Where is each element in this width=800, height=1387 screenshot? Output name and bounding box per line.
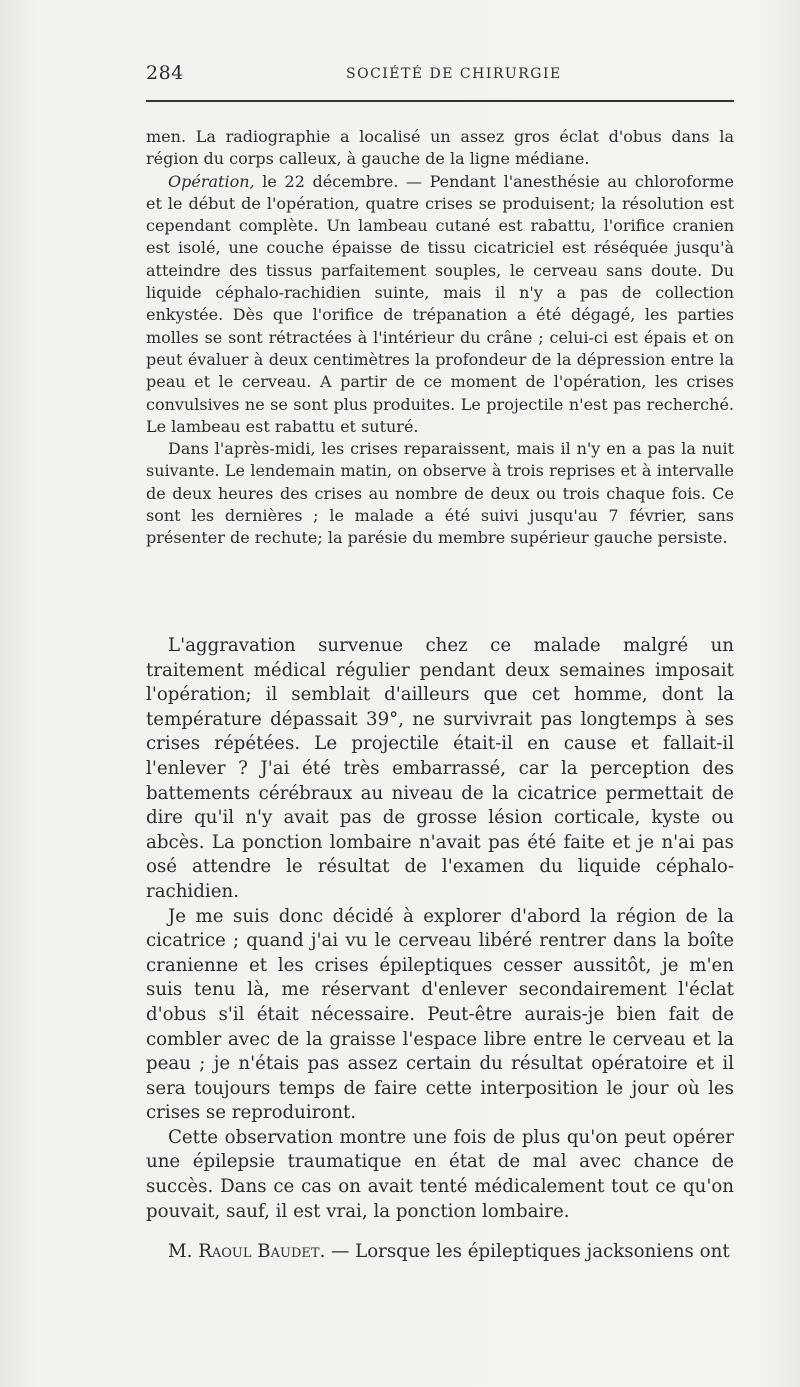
page-number: 284 (146, 62, 184, 84)
observation-paragraph-3: Dans l'après-midi, les crises reparaissent, mais il n'y en a pas la nuit suivante. Le lendemain matin, on observe à trois reprises et à intervalle de deux heures des crises au nombre de deux ou trois chaque fois. Ce sont les dernières ; le malade a été suivi jusqu'au 7 février, sans présenter de rechute; la parésie du membre supérieur gauche persiste. (146, 439, 734, 548)
header-rule (146, 100, 734, 102)
speaker-text: — Lorsque les épileptiques jacksoniens ont (325, 1241, 730, 1262)
observation-text (146, 126, 734, 550)
discussion-text (146, 634, 734, 1224)
speaker-prefix: M. (168, 1241, 199, 1262)
next-speaker-paragraph (146, 1240, 734, 1265)
operation-text: le 22 décembre. — Pendant l'anesthésie au chloroforme et le début de l'opération, quatre crises se produisent; la résolution est cependant complète. Un lambeau cutané est rabattu, l'orifice cranien est isolé, une couche épaisse de tissu cicatriciel est réséquée jusqu'à atteindre des tissus parfaitement souples, le cerveau sans doute. Du liquide céphalo-rachidien suinte, mais il n'y a pas de collection enkystée. Dès que l'orifice de trépanation a été dégagé, les parties molles se sont rétractées à l'intérieur du crâne ; celui-ci est épais et on peut évaluer à deux centimètres la profondeur de la dépression entre la peau et le cerveau. A partir de ce moment de l'opération, les crises convulsives ne se sont plus produites. Le projectile n'est pas recherché. Le lambeau est rabattu et suturé. (146, 171, 734, 436)
discussion-paragraph-2: Je me suis donc décidé à explorer d'abord la région de la cicatrice ; quand j'ai vu le cerveau libéré rentrer dans la boîte cranienne et les crises épileptiques cesser aussitôt, je m'en suis tenu là, me réservant d'enlever secondairement l'éclat d'obus s'il était nécessaire. Peut-être aurais-je bien fait de combler avec de la graisse l'espace libre entre le cerveau et la peau ; je n'étais pas assez certain du résultat opératoire et il sera toujours temps de faire cette interposition le jour où les crises se reproduiront. (146, 905, 734, 1124)
observation-paragraph-1: men. La radiographie a localisé un assez gros éclat d'obus dans la région du corps calleux, à gauche de la ligne médiane. (146, 127, 734, 169)
observation-paragraph-2 (146, 171, 734, 439)
page-header (146, 60, 732, 88)
speaker-name: Raoul Baudet. (198, 1241, 326, 1262)
discussion-paragraph-3: Cette observation montre une fois de plus qu'on peut opérer une épilepsie traumatique en état de mal avec chance de succès. Dans ce cas on avait tenté médicalement tout ce qu'on pouvait, sauf, il est vrai, la ponction lombaire. (146, 1126, 734, 1222)
running-head: SOCIÉTÉ DE CHIRURGIE (346, 66, 562, 82)
discussion-paragraph-1: L'aggravation survenue chez ce malade malgré un traitement médical régulier pendant deux semaines imposait l'opération; il semblait d'ailleurs que cet homme, dont la température dépassait 39°, ne survivrait pas longtemps à ses crises répétées. Le projectile était-il en cause et fallait-il l'enlever ? J'ai été très embarrassé, car la perception des battements cérébraux au niveau de la cicatrice permettait de dire qu'il n'y avait pas de grosse lésion corticale, kyste ou abcès. La ponction lombaire n'avait pas été faite et je n'ai pas osé attendre le résultat de l'examen du liquide céphalo-rachidien. (146, 635, 734, 902)
operation-label: Opération, (168, 171, 255, 191)
